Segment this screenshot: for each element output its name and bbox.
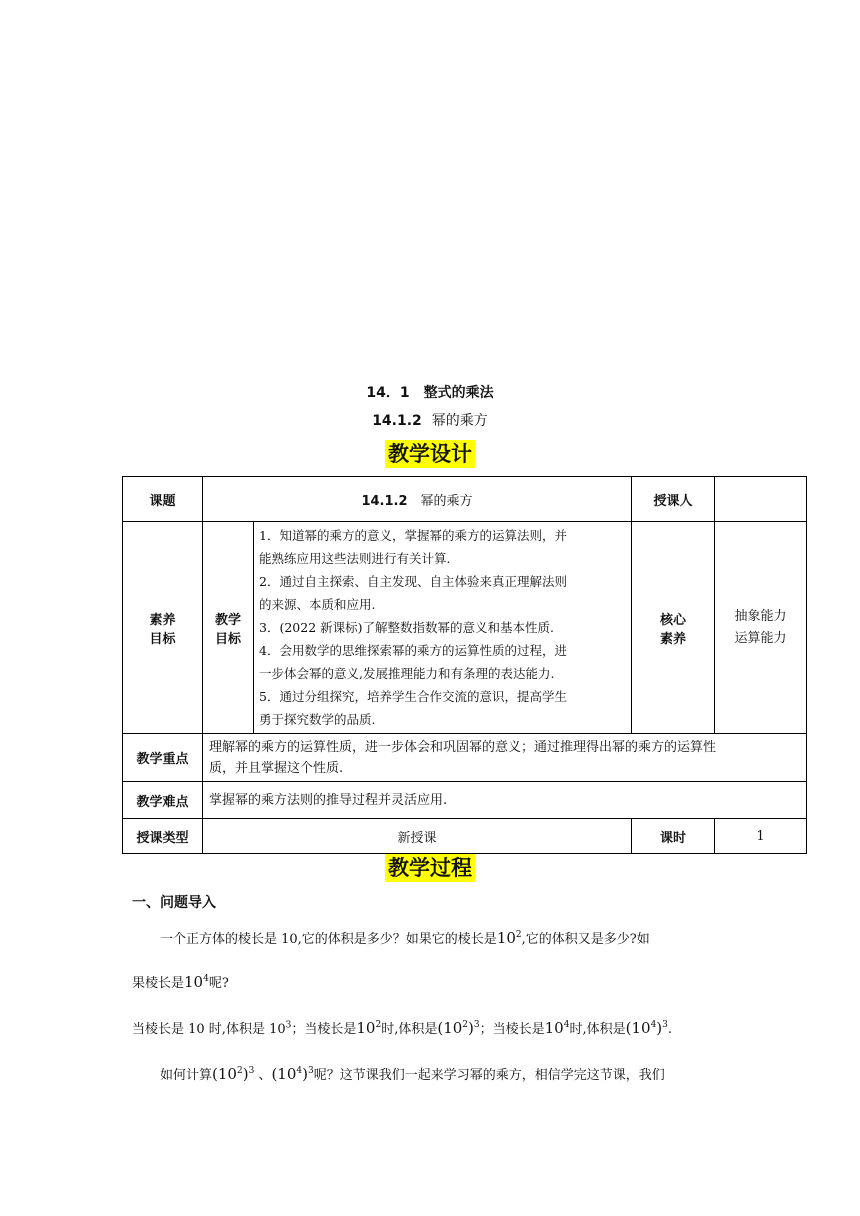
difficulty-text: 掌握幂的乘方法则的推导过程并灵活应用. bbox=[203, 782, 807, 819]
math-power-of-power: $(10^4)^3$ bbox=[271, 1065, 314, 1083]
core-value: 运算能力 bbox=[734, 630, 787, 646]
difficulty-label: 教学难点 bbox=[123, 782, 203, 819]
text-span: 呢？这节课我们一起来学习幂的乘方，相信学完这节课，我们 bbox=[313, 1068, 665, 1083]
goal-label-line2: 目标 bbox=[214, 631, 241, 647]
intro-paragraph-line3: 当棱长是 10 时,体积是 $10^3$；当棱长是$10^2$时,体积是$(10^2)^3$；当棱长是$10^4$时,体积是$(10^4)^3$. bbox=[132, 1019, 673, 1037]
text-span: 呢? bbox=[208, 976, 229, 991]
core-literacy-values bbox=[715, 522, 807, 734]
text-span: 、 bbox=[258, 1068, 272, 1083]
goal-line: 3．(2022 新课标)了解整数指数幂的意义和基本性质. bbox=[259, 620, 554, 635]
section-title: 一、问题导入 bbox=[132, 895, 216, 911]
key-points-label: 教学重点 bbox=[123, 734, 203, 782]
design-title: 教学设计 bbox=[385, 440, 475, 468]
process-title: 教学过程 bbox=[385, 854, 475, 882]
math-10-squared: $10^2$ bbox=[356, 1019, 382, 1037]
hours-value: 1 bbox=[715, 819, 807, 854]
subsection-title: 幂的乘方 bbox=[431, 413, 488, 429]
goal-line: 勇于探究数学的品质. bbox=[259, 712, 376, 727]
text-span: 一个正方体的棱长是 10,它的体积是多少？如果它的棱长是 bbox=[160, 932, 497, 947]
topic-label: 课题 bbox=[123, 477, 203, 522]
core-literacy-label bbox=[632, 522, 715, 734]
intro-paragraph-line1 bbox=[160, 928, 780, 947]
math-10-fourth: $10^4$ bbox=[544, 1019, 570, 1037]
text-span: ,它的体积又是多少?如 bbox=[521, 932, 650, 947]
goal-line: 一步体会幂的意义,发展推理能力和有条理的表达能力. bbox=[259, 666, 555, 681]
core-value: 抽象能力 bbox=[734, 608, 787, 624]
core-label-line1: 核心 bbox=[659, 612, 686, 628]
goal-line: 的来源、本质和应用. bbox=[259, 597, 376, 612]
topic-number: 14.1.2 bbox=[361, 493, 408, 509]
exp: 3 bbox=[285, 1020, 292, 1031]
key-points-text bbox=[203, 734, 807, 782]
text-span: 时,体积是 bbox=[569, 1022, 626, 1037]
subsection-number: 14.1.2 bbox=[372, 413, 422, 429]
text-span: ；当棱长是 bbox=[291, 1022, 357, 1037]
section-heading: 14．1 整式的乘法 bbox=[366, 385, 494, 401]
lesson-type-value: 新授课 bbox=[203, 819, 632, 854]
subsection-heading bbox=[0, 410, 860, 430]
hours-label: 课时 bbox=[632, 819, 715, 854]
math-power-of-power: $(10^2)^3$ bbox=[212, 1065, 255, 1083]
text-span: 如何计算 bbox=[160, 1068, 213, 1083]
teacher-value bbox=[715, 477, 807, 522]
goal-line: 2．通过自主探索、自主发现、自主体验来真正理解法则 bbox=[259, 574, 567, 589]
intro-paragraph-line4 bbox=[160, 1064, 780, 1083]
math-10-fourth: $10^4$ bbox=[184, 973, 209, 991]
topic-value bbox=[203, 477, 632, 522]
math-10-squared: $10^2$ bbox=[496, 929, 522, 947]
literacy-label-line2: 目标 bbox=[149, 631, 176, 647]
math-power-of-power: $(10^2)^3$ bbox=[437, 1019, 480, 1037]
key-text-line: 理解幂的乘方的运算性质，进一步体会和巩固幂的意义；通过推理得出幂的乘方的运算性 bbox=[209, 739, 717, 755]
literacy-goal-label bbox=[123, 522, 203, 734]
teaching-goal-label bbox=[203, 522, 254, 734]
goal-line: 4．会用数学的思维探索幂的乘方的运算性质的过程，进 bbox=[259, 643, 567, 658]
goal-line: 能熟练应用这些法则进行有关计算. bbox=[259, 551, 451, 566]
text-span: 果棱长是 bbox=[132, 976, 185, 991]
lesson-plan-table bbox=[122, 476, 807, 854]
topic-title: 幂的乘方 bbox=[420, 493, 473, 509]
teacher-label: 授课人 bbox=[632, 477, 715, 522]
goal-label-line1: 教学 bbox=[214, 612, 241, 628]
goal-line: 1．知道幂的乘方的意义，掌握幂的乘方的运算法则，并 bbox=[259, 528, 567, 543]
text-span: 时,体积是 bbox=[381, 1022, 438, 1037]
goal-line: 5．通过分组探究，培养学生合作交流的意识，提高学生 bbox=[259, 689, 567, 704]
core-label-line2: 素养 bbox=[659, 631, 686, 647]
math-power-of-power: $(10^4)^3$ bbox=[625, 1019, 668, 1037]
text-span: 当棱长是 10 时,体积是 10 bbox=[132, 1022, 286, 1037]
teaching-goals bbox=[254, 522, 632, 734]
intro-paragraph-line2 bbox=[132, 972, 752, 991]
key-text-line: 质，并且掌握这个性质. bbox=[209, 760, 344, 776]
lesson-type-label: 授课类型 bbox=[123, 819, 203, 854]
text-span: ；当棱长是 bbox=[479, 1022, 545, 1037]
literacy-label-line1: 素养 bbox=[149, 612, 176, 628]
